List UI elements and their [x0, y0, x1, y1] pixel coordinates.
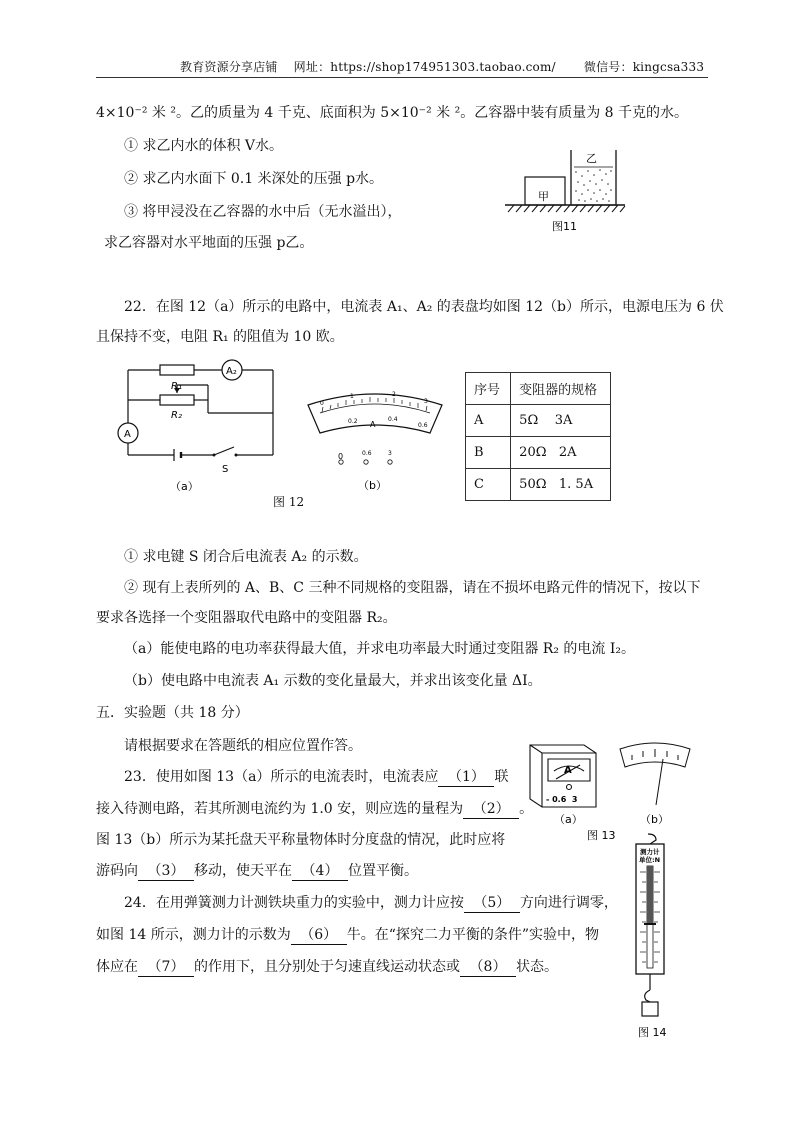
circuit-diagram	[110, 355, 285, 495]
label-yi: 乙	[586, 152, 597, 165]
term-0-6: 0.6	[362, 450, 372, 457]
answer-blank-4[interactable]: （4）	[292, 860, 348, 881]
table-cell: 5Ω 3A	[511, 405, 611, 437]
rheostat-r2	[160, 395, 194, 405]
fig13b-caption: （b）	[640, 813, 669, 826]
table-row	[466, 437, 611, 469]
tick-3: 3	[424, 398, 428, 405]
answer-blank-5[interactable]: （5）	[464, 892, 520, 913]
label-a1: A	[124, 429, 131, 440]
fig14-caption: 图 14	[638, 1026, 667, 1039]
sub-0-6: 0.6	[418, 422, 428, 429]
switch-s	[214, 447, 234, 455]
sub-0-2: 0.2	[348, 418, 358, 425]
table-cell: C	[466, 469, 511, 501]
table-header-cell: 序号	[466, 373, 511, 405]
fig13a-caption: （a）	[554, 813, 583, 826]
q22-line2: 且保持不变，电阻 R₁ 的阻值为 10 欧。	[96, 329, 344, 345]
scale-title: 测力计	[640, 848, 660, 856]
circuit-caption: （a）	[170, 480, 199, 493]
table-row	[466, 405, 611, 437]
page-header	[180, 58, 704, 75]
table-header-cell: 变阻器的规格	[511, 373, 611, 405]
q21-item1: ① 求乙内水的体积 V水。	[124, 138, 284, 154]
dial-ticks	[322, 397, 427, 412]
table-row	[466, 469, 611, 501]
iron-block	[642, 1002, 658, 1016]
answer-blank-7[interactable]: （7）	[138, 956, 194, 977]
q21-intro: 4×10⁻² 米 ²。乙的质量为 4 千克、底面积为 5×10⁻² 米 ²。乙容器中装有质量为 8 千克的水。	[96, 105, 688, 121]
ground-hatch	[508, 205, 625, 212]
q21-item3a: ③ 将甲浸没在乙容器的水中后（无水溢出），	[124, 204, 402, 220]
wechat-label: 微信号：	[583, 60, 633, 74]
fig13-caption: 图 13	[587, 829, 616, 842]
label-s: S	[222, 464, 229, 475]
table-header-row	[466, 373, 611, 405]
table-cell: B	[466, 437, 511, 469]
q24-line3: 体应在 （7） 的作用下，且分别处于匀速直线运动状态或 （8） 状态。	[96, 956, 558, 977]
label-a2: A₂	[226, 366, 237, 377]
spring-fill	[647, 866, 653, 924]
answer-blank-1[interactable]: （1）	[438, 766, 494, 787]
section5-title: 五．实验题（共 18 分）	[96, 705, 249, 721]
q22-ask2b: 要求各选择一个变阻器取代电路中的变阻器 R₂。	[96, 610, 397, 626]
q24-line1: 24．在用弹簧测力计测铁块重力的实验中，测力计应按 （5） 方向进行调零，	[124, 892, 618, 913]
scale-hook-bottom	[645, 990, 650, 1002]
tick-0: 0	[320, 400, 324, 407]
tick-1: 1	[350, 393, 354, 400]
ammeter-terminals: - 0.6 3	[546, 795, 578, 804]
section5-instruction: 请根据要求在答题纸的相应位置作答。	[124, 738, 362, 754]
ammeter-letter: A	[564, 765, 572, 776]
header-divider	[96, 77, 708, 78]
wechat-id: kingcsa333	[632, 60, 705, 74]
q21-item3b: 求乙容器对水平地面的压强 p乙。	[104, 235, 314, 251]
q23-line4: 游码向 （3） 移动，使天平在 （4） 位置平衡。	[96, 860, 418, 881]
fig11-caption: 图11	[552, 220, 577, 233]
label-r1: R₁	[171, 381, 182, 392]
shop-url[interactable]: https://shop174951303.taobao.com/	[330, 60, 556, 74]
spring-scale	[620, 832, 680, 1042]
q24-line2: 如图 14 所示，测力计的示数为 （6） 牛。在“探究二力平衡的条件”实验中，物	[96, 924, 599, 945]
answer-blank-6[interactable]: （6）	[291, 924, 347, 945]
meter-unit: A	[370, 420, 376, 429]
url-label: 网址：	[293, 60, 331, 74]
q23-line2: 接入待测电路，若其所测电流约为 1.0 安，则应选的量程为 （2） 。	[96, 798, 533, 819]
figure-11	[500, 140, 630, 236]
term-3: 3	[388, 450, 392, 457]
answer-blank-8[interactable]: （8）	[460, 956, 516, 977]
term-0: 0	[338, 452, 344, 461]
resistor-r1	[160, 365, 194, 375]
q23-line1: 23．使用如图 13（a）所示的电流表时，电流表应 （1） 联	[124, 766, 508, 787]
q23-line3: 图 13（b）所示为某托盘天平称量物体时分度盘的情况，此时应将	[96, 832, 506, 848]
rheostat-spec-table	[465, 372, 611, 501]
sub-0-4: 0.4	[388, 416, 398, 423]
q21-item2: ② 求乙内水面下 0.1 米深处的压强 p水。	[124, 171, 384, 187]
answer-blank-2[interactable]: （2）	[463, 798, 519, 819]
water-dots	[575, 169, 612, 202]
q22-line1: 22．在图 12（a）所示的电路中，电流表 A₁、A₂ 的表盘均如图 12（b）所示，电源电压为 6 伏	[124, 299, 724, 315]
shop-name: 教育资源分享店铺	[180, 60, 278, 74]
q22-ask2a: ② 现有上表所列的 A、B、C 三种不同规格的变阻器，请在不损坏电路元件的情况下，按以下	[124, 580, 701, 596]
meter-caption: （b）	[358, 479, 387, 492]
q22-ask1: ① 求电键 S 闭合后电流表 A₂ 的示数。	[124, 549, 368, 565]
table-cell: 50Ω 1. 5A	[511, 469, 611, 501]
q22-ask-a: （a）能使电路的电功率获得最大值，并求电功率最大时通过变阻器 R₂ 的电流 I₂。	[124, 641, 635, 657]
scale-hook-top	[648, 834, 656, 844]
label-r2: R₂	[171, 410, 182, 421]
answer-blank-3[interactable]: （3）	[138, 860, 194, 881]
figure-13	[520, 735, 710, 845]
label-jia: 甲	[538, 190, 549, 203]
meter-dial	[300, 385, 450, 495]
table-cell: 20Ω 2A	[511, 437, 611, 469]
balance-dial	[620, 743, 690, 805]
fig12-caption: 图 12	[273, 495, 305, 509]
scale-unit: 单位:N	[639, 856, 661, 864]
tick-2: 2	[392, 391, 396, 398]
q22-ask-b: （b）使电路中电流表 A₁ 示数的变化量最大，并求出该变化量 ΔI。	[124, 673, 542, 689]
table-cell: A	[466, 405, 511, 437]
balance-pointer	[656, 759, 663, 805]
